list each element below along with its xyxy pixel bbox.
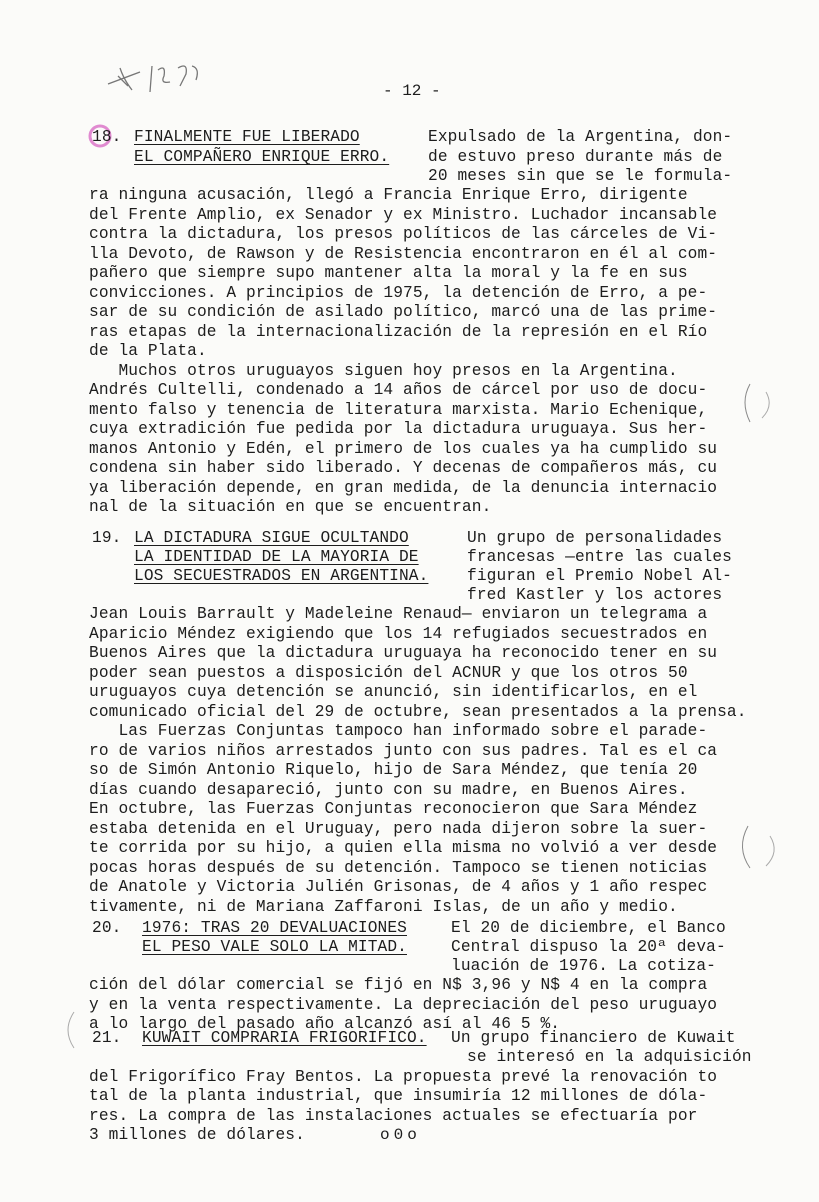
body-line: tal de la planta industrial, que insumiría 12 millones de dóla- <box>89 1087 708 1105</box>
body-line: cuya extradición fue pedida por la dictadura uruguaya. Sus her- <box>89 420 708 438</box>
body-line: mento falso y tenencia de literatura marxista. Mario Echenique, <box>89 401 708 419</box>
section-intro-line: se interesó en la adquisición <box>467 1048 752 1066</box>
section-intro-line: fred Kastler y los actores <box>467 586 723 604</box>
section-intro-line: Central dispuso la 20ª deva- <box>451 938 726 956</box>
section-intro-line: figuran el Premio Nobel Al- <box>467 567 732 585</box>
body-line: uruguayos cuya detención se anunció, sin identificarlos, en el <box>89 683 698 701</box>
body-line: pocas horas después de su detención. Tampoco se tienen noticias <box>89 859 708 877</box>
body-line: tivamente, ni de Mariana Zaffaroni Islas, de un año y medio. <box>89 898 678 916</box>
body-line: pañero que siempre supo mantener alta la moral y la fe en sus <box>89 264 688 282</box>
body-line: so de Simón Antonio Riquelo, hijo de Sara Méndez, que tenía 20 <box>89 761 698 779</box>
body-line: ya liberación depende, en gran medida, de la denuncia internacio <box>89 479 718 497</box>
body-line: ción del dólar comercial se fijó en N$ 3,96 y N$ 4 en la compra <box>89 976 708 994</box>
section-heading-line: LOS SECUESTRADOS EN ARGENTINA. <box>134 567 429 585</box>
section-intro-line: Un grupo financiero de Kuwait <box>451 1029 736 1047</box>
section-number: 19. <box>92 529 122 547</box>
body-line: Las Fuerzas Conjuntas tampoco han informado sobre el parade- <box>89 722 708 740</box>
body-line: ra ninguna acusación, llegó a Francia Enrique Erro, dirigente <box>89 186 688 204</box>
body-line: res. La compra de las instalaciones actuales se efectuaría por <box>89 1107 698 1125</box>
body-line: Buenos Aires que la dictadura uruguaya ha reconocido tener en su <box>89 644 718 662</box>
handwritten-annotation <box>100 46 230 96</box>
section-number: 18. <box>92 128 122 146</box>
section-heading-line: KUWAIT COMPRARIA FRIGORIFICO. <box>142 1029 427 1047</box>
body-line: Andrés Cultelli, condenado a 14 años de cárcel por uso de docu- <box>89 381 708 399</box>
body-line: te corrida por su hijo, a quien ella misma no volvió a ver desde <box>89 839 718 857</box>
page-number: - 12 - <box>383 82 441 100</box>
body-line: estaba detenida en el Uruguay, pero nada dijeron sobre la suer- <box>89 820 708 838</box>
body-line: del Frente Amplio, ex Senador y ex Ministro. Luchador incansable <box>89 206 718 224</box>
section-number: 21. <box>92 1029 122 1047</box>
body-line: comunicado oficial del 29 de octubre, sean presentados a la prensa. <box>89 703 747 721</box>
section-heading-line: EL COMPAÑERO ENRIQUE ERRO. <box>134 148 390 166</box>
body-line: manos Antonio y Edén, el primero de los cuales ya ha cumplido su <box>89 440 718 458</box>
body-line: y en la venta respectivamente. La depreciación del peso uruguayo <box>89 996 718 1014</box>
body-line: 3 millones de dólares. <box>89 1126 305 1144</box>
body-line: de la Plata. <box>89 342 207 360</box>
section-intro-line: francesas —entre las cuales <box>467 548 732 566</box>
body-line: En octubre, las Fuerzas Conjuntas reconocieron que Sara Méndez <box>89 800 698 818</box>
body-line: días cuando desapareció, junto con su madre, en Buenos Aires. <box>89 781 688 799</box>
section-intro-line: Un grupo de personalidades <box>467 529 723 547</box>
section-number: 20. <box>92 919 122 937</box>
body-line: de Anatole y Victoria Julién Grisonas, de 4 años y 1 año respec <box>89 878 708 896</box>
body-line: ras etapas de la internacionalización de la represión en el Río <box>89 323 708 341</box>
body-line: ro de varios niños arrestados junto con sus padres. Tal es el ca <box>89 742 718 760</box>
end-mark: o0o <box>380 1126 421 1144</box>
body-line: lla Devoto, de Rawson y de Resistencia encontraron en él al com- <box>89 245 718 263</box>
section-intro-line: El 20 de diciembre, el Banco <box>451 919 726 937</box>
section-heading-line: EL PESO VALE SOLO LA MITAD. <box>142 938 407 956</box>
section-heading-line: LA DICTADURA SIGUE OCULTANDO <box>134 529 409 547</box>
body-line: poder sean puestos a disposición del ACNUR y que los otros 50 <box>89 664 688 682</box>
body-line: Muchos otros uruguayos siguen hoy presos en la Argentina. <box>89 362 678 380</box>
body-line: del Frigorífico Fray Bentos. La propuesta prevé la renovación to <box>89 1068 718 1086</box>
section-intro-line: Expulsado de la Argentina, don- <box>428 128 733 146</box>
margin-bracket-mark <box>734 820 784 878</box>
body-line: convicciones. A principios de 1975, la detención de Erro, a pe- <box>89 284 708 302</box>
section-intro-line: luación de 1976. La cotiza- <box>451 957 716 975</box>
body-line: condena sin haber sido liberado. Y decenas de compañeros más, cu <box>89 459 718 477</box>
margin-bracket-mark <box>736 378 776 428</box>
body-line: a lo largo del pasado año alcanzó así al 46 5 %. <box>89 1015 561 1033</box>
body-line: Jean Louis Barrault y Madeleine Renaud— enviaron un telegrama a <box>89 605 708 623</box>
body-line: nal de la situación en que se encuentran. <box>89 498 492 516</box>
body-line: contra la dictadura, los presos políticos de las cárceles de Vi- <box>89 225 718 243</box>
section-intro-line: de estuvo preso durante más de <box>428 148 723 166</box>
section-intro-line: 20 meses sin que se le formula- <box>428 167 733 185</box>
body-line: sar de su condición de asilado político, marcó una de las prime- <box>89 303 718 321</box>
section-heading-line: FINALMENTE FUE LIBERADO <box>134 128 360 146</box>
section-heading-line: 1976: TRAS 20 DEVALUACIONES <box>142 919 407 937</box>
section-heading-line: LA IDENTIDAD DE LA MAYORIA DE <box>134 548 419 566</box>
body-line: Aparicio Méndez exigiendo que los 14 refugiados secuestrados en <box>89 625 708 643</box>
